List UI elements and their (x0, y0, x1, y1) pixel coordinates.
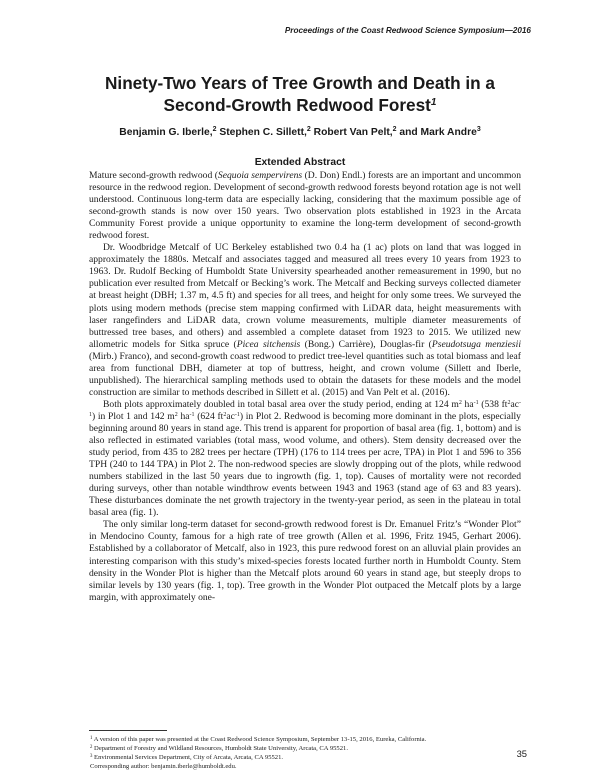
author-1-affiliation: 2 (212, 126, 217, 133)
text-run: Mature second-growth redwood ( (89, 170, 218, 181)
author-3: Robert Van Pelt, (310, 127, 393, 138)
species-name: Picea sitchensis (236, 338, 301, 350)
superscript: -1 (89, 399, 521, 418)
footnotes (89, 735, 521, 771)
author-list (60, 127, 540, 138)
title-line-1: Ninety-Two Years of Tree Growth and Death in a (105, 73, 495, 93)
footnote-marker: 1 (90, 736, 93, 741)
paragraph-3 (89, 399, 521, 519)
author-3-affiliation: 2 (392, 126, 397, 133)
text-run: ha (461, 398, 474, 410)
footnote-text: A version of this paper was presented at the Coast Redwood Science Symposium, September 13-15, 2016, Eureka, California. (92, 736, 427, 743)
footnote-1 (89, 735, 521, 744)
footnote-text: Department of Forestry and Wildland Resources, Humboldt State University, Arcata, CA 95521. (92, 745, 348, 752)
text-run: (Mirb.) Franco), and second-growth coast redwood to predict tree-level quantities such as total biomass and leaf area from functional DBH, diameter at top of buttress, height, and crown volume (Sillett and Iberle, unpublished). The hierarchical sampling methods used to obtain the datasets for these models and the model construction are similar to methods described in Sillett et al. (2015) and Van Pelt et al. (2016). (89, 350, 521, 398)
text-run: ac (226, 410, 235, 422)
species-name: Pseudotsuga menziesii (431, 338, 521, 350)
paragraph-2 (89, 242, 521, 399)
footnote-3 (89, 753, 521, 762)
text-run: ha (177, 410, 190, 422)
page-number: 35 (516, 748, 527, 759)
superscript: 2 (458, 399, 462, 406)
author-2: Stephen C. Sillett, (216, 127, 307, 138)
running-head: Proceedings of the Coast Redwood Science Symposium—2016 (284, 26, 531, 35)
footnote-marker: 2 (90, 745, 93, 750)
text-run: ) in Plot 2. Redwood is becoming more dominant in the plots, especially beginning around 80 years in stand age. This trend is apparent for proportion of basal area (fig. 1, bottom) and is also reflected in estimated variables (total mass, wood volume, and others). Stem density decreased over the study period, from 435 to 282 trees per hectare (TPH) (176 to 114 trees per acre, TPA) in Plot 1 and 596 to 356 TPH (240 to 144 TPA) in Plot 2. The non-redwood species are slowly dropping out of the plots, while redwood numbers stabilized in the last 50 years due to ingrowth (fig. 1, top). Causes of mortality were not recorded during surveys, other than notable windthrow events between 1943 and 1963 (stand age of 63 and 83 years). These disturbances dominate the net growth trajectory in the twenty-year period, as seen in the plateau in total basal area (fig. 1). (89, 410, 521, 519)
paragraph-4 (89, 519, 521, 603)
paper-title (60, 72, 540, 116)
title-footnote-marker: 1 (430, 97, 437, 108)
author-4: and Mark Andre (396, 127, 477, 138)
text-run: Dr. Woodbridge Metcalf of UC Berkeley established two 0.4 ha (1 ac) plots on land that was logged in approximately the 1880s. Metcalf and associates tagged and measured all trees every 10 years from 1923 to 1963. Dr. Rudolf Becking of Humboldt State University spearheaded another remeasurement in 1990, but no publication ever resulted from Metcalf or Becking’s work. The Metcalf and Becking surveys collected diameter at breast height (DBH; 1.37 m, 4.5 ft) and species for all trees, and height for only some trees. We surveyed the plots using modern methods (precise stem mapping confirmed with LiDAR data, height measurements with laser rangefinders and LiDAR data, crown volume measurements, multiple diameter measurements of buttressed tree bases, and others) and assembled a complete dataset from 1923 to 2015. We utilized new allometric models for Sitka spruce ( (89, 242, 521, 350)
superscript: -1 (473, 399, 479, 406)
footnote-marker: 3 (90, 754, 93, 759)
section-heading: Extended Abstract (254, 157, 346, 168)
text-run: ) in Plot 1 and 142 m (92, 410, 175, 422)
text-run: (538 ft (478, 398, 508, 410)
superscript: 2 (507, 399, 511, 406)
text-run: ac (510, 398, 519, 410)
text-run: (Bong.) Carrière), Douglas-fir ( (300, 338, 432, 350)
author-4-affiliation: 3 (476, 126, 481, 133)
author-1: Benjamin G. Iberle, (119, 127, 213, 138)
footnote-text: Environmental Services Department, City of Arcata, Arcata, CA 95521. (92, 754, 284, 761)
footnote-divider (89, 730, 167, 731)
species-name: Sequoia sempervirens (217, 170, 303, 181)
paragraph-1 (89, 170, 521, 242)
superscript: -1 (234, 411, 240, 418)
text-run: (624 ft (194, 410, 224, 422)
superscript: 2 (223, 411, 227, 418)
corresponding-author: Corresponding author: benjamin.iberle@humboldt.edu. (90, 763, 237, 770)
text-run: Both plots approximately doubled in total basal area over the study period, ending at 124 m (103, 398, 459, 410)
footnote-2 (89, 744, 521, 753)
title-line-2: Second-Growth Redwood Forest (163, 95, 431, 115)
superscript: -1 (189, 411, 195, 418)
abstract-body (89, 170, 521, 604)
text-run: (D. Don) Endl.) forests are an important and uncommon resource in the redwood region. Development of second-growth redwood forests beyond rotation age is not well understood. Continuous long-term data are especially lacking, considering that the maximum possible age of second-growth stands is now over 150 years. Two observation plots established in 1923 in the Arcata Community Forest provide a unique opportunity to examine the long-term development of second-growth redwood forest. (89, 170, 522, 242)
author-2-affiliation: 2 (306, 126, 311, 133)
text-run: The only similar long-term dataset for second-growth redwood forest is Dr. Emanuel Fritz’s “Wonder Plot” in Mendocino County, famous for a high rate of tree growth (Allen et al. 1996, Fritz 1945, Gerhart 2006). Established by a collaborator of Metcalf, also in 1923, this pure redwood forest on an alluvial plain provides an interesting comparison with this study’s mixed-species forests located further north in Humboldt County. Stem density in the Wonder Plot is higher than the Metcalf plots around 60 years in stand age, but steeply drops to similar levels by 130 years (fig. 1, top). Tree growth in the Wonder Plot outpaced the Metcalf plots by a large margin, with approximately one- (89, 519, 521, 603)
superscript: 2 (174, 411, 178, 418)
